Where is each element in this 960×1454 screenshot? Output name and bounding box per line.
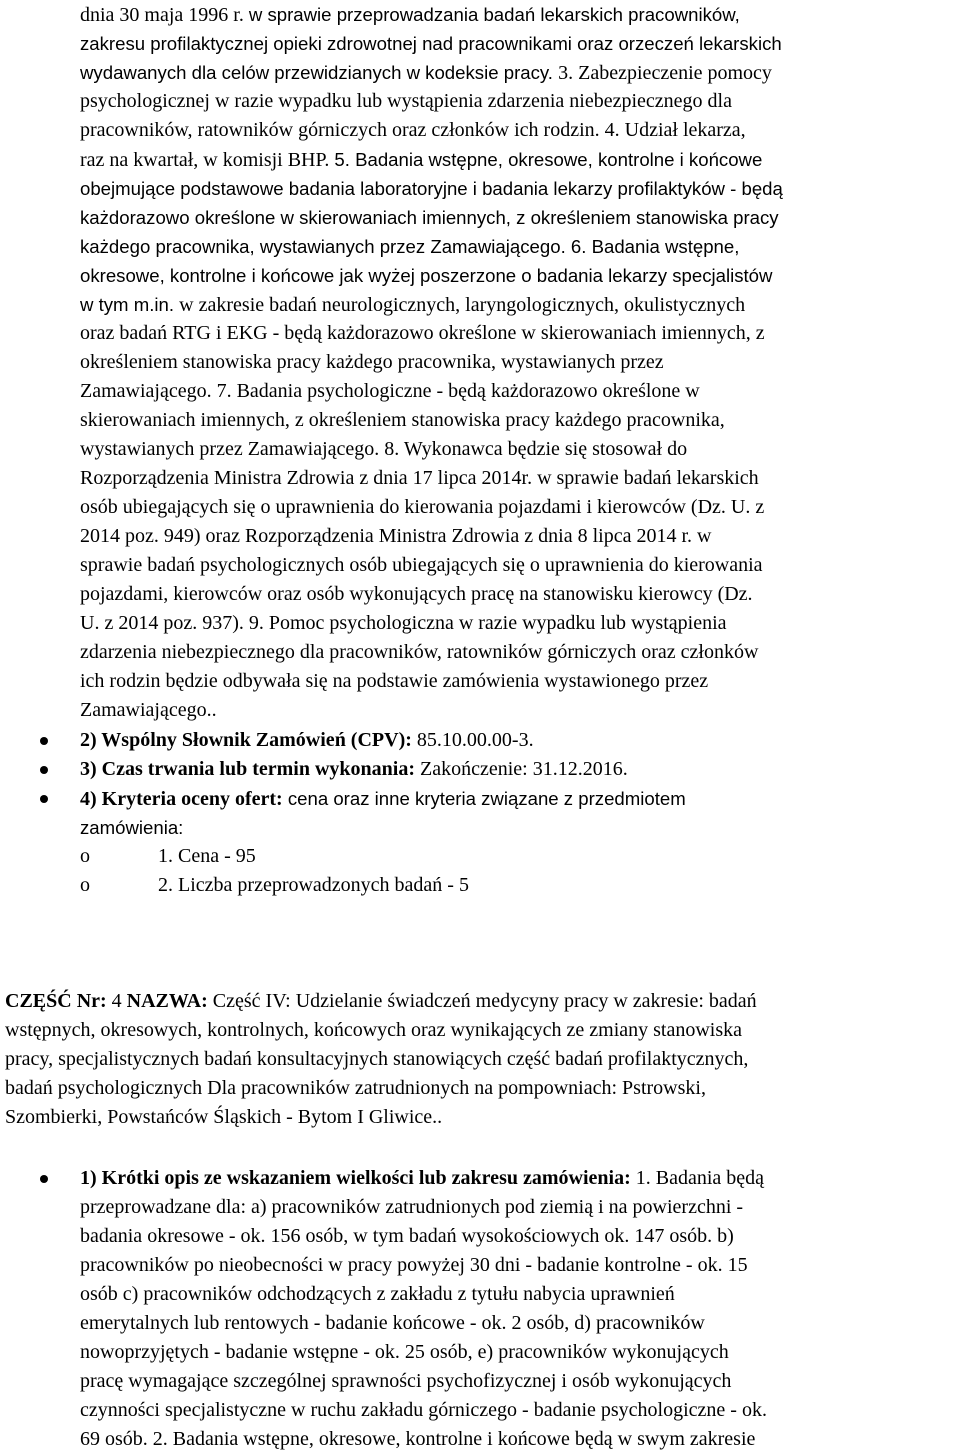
paragraph-run: w zakresie badań neurologicznych, laryngologicznych, okulistycznych [179, 294, 746, 316]
criteria-continuation: zamówienia: [80, 817, 184, 838]
paragraph-line [80, 667, 708, 696]
paragraph-line [80, 290, 745, 319]
paragraph-line [80, 377, 700, 406]
paragraph-run: obejmujące podstawowe badania laboratoryjne i badania lekarzy profilaktyków - będą [80, 178, 783, 199]
criteria-value: cena oraz inne kryteria związane z przedmiotem [282, 788, 686, 809]
duration-value: Zakończenie: 31.12.2016. [415, 758, 628, 780]
cpv-value: 85.10.00.00-3. [411, 729, 534, 751]
paragraph-run: Zamawiającego.. [80, 699, 217, 721]
paragraph-line [80, 551, 763, 580]
paragraph-run: Rozporządzenia Ministra Zdrowia z dnia 17 lipca 2014r. w sprawie badań lekarskich [80, 467, 759, 489]
paragraph-run: w sprawie przeprowadzania badań lekarskich pracowników, [248, 4, 740, 25]
short-description-line: nowoprzyjętych - badanie wstępne - ok. 25 osób, e) pracowników wykonujących [80, 1341, 729, 1363]
paragraph-line [80, 348, 664, 377]
paragraph-run: pracowników, ratowników górniczych oraz członków ich rodzin. 4. Udział lekarza, [80, 119, 746, 141]
paragraph-line [80, 522, 711, 551]
paragraph-line [80, 116, 746, 145]
short-description-line: pracowników po nieobecności w pracy powyżej 30 dni - badanie kontrolne - ok. 15 [80, 1254, 748, 1276]
part-name-line: Część IV: Udzielanie świadczeń medycyny pracy w zakresie: badań [207, 990, 757, 1012]
paragraph-run: 3. Zabezpieczenie pomocy [558, 62, 772, 84]
paragraph-line [80, 145, 762, 174]
paragraph-line [80, 609, 727, 638]
paragraph-line [80, 29, 782, 58]
bullet-icon [40, 737, 48, 745]
paragraph-line [80, 87, 732, 116]
paragraph-run: wystawianych przez Zamawiającego. 8. Wykonawca będzie się stosował do [80, 438, 688, 460]
criteria-label: 4) Kryteria oceny ofert: [80, 788, 283, 810]
paragraph-line [80, 580, 753, 609]
paragraph-run: raz na kwartał, w komisji BHP. [80, 149, 335, 171]
paragraph-line [80, 0, 740, 29]
short-description-line: 69 osób. 2. Badania wstępne, okresowe, kontrolne i końcowe będą w swym zakresie [80, 1428, 756, 1450]
paragraph-run: każdorazowo określone w skierowaniach imiennych, z określeniem stanowiska pracy [80, 207, 779, 228]
short-description-label: 1) Krótki opis ze wskazaniem wielkości lub zakresu zamówienia: [80, 1167, 631, 1189]
short-description-line: emerytalnych lub rentowych - badanie końcowe - ok. 2 osób, d) pracowników [80, 1312, 705, 1334]
paragraph-run: psychologicznej w razie wypadku lub wystąpienia zdarzenia niebezpiecznego dla [80, 90, 732, 112]
paragraph-run: skierowaniach imiennych, z określeniem stanowiska pracy każdego pracownika, [80, 409, 725, 431]
part-name-line: pracy, specjalistycznych badań konsultacyjnych stanowiących część badań profilaktycznych, [5, 1048, 749, 1070]
paragraph-line [80, 261, 772, 290]
paragraph-run: pojazdami, kierowców oraz osób wykonujących pracę na stanowisku kierowcy (Dz. [80, 583, 753, 605]
paragraph-run: w tym m.in. [80, 294, 180, 315]
paragraph-run: wydawanych dla celów przewidzianych w kodeksie pracy. [80, 62, 559, 83]
criteria-item-price: 1. Cena - 95 [158, 845, 256, 867]
circle-bullet-icon: o [80, 874, 90, 896]
paragraph-run: U. z 2014 poz. 937). 9. Pomoc psychologiczna w razie wypadku lub wystąpienia [80, 612, 727, 634]
part-label: CZĘŚĆ Nr: [5, 990, 107, 1012]
part-name-label: NAZWA: [126, 990, 208, 1012]
paragraph-run: osób ubiegających się o uprawnienia do kierowania pojazdami i kierowców (Dz. U. z [80, 496, 765, 518]
short-description-line: pracę wymagające szczególnej sprawności psychofizycznej i osób wykonujących [80, 1370, 732, 1392]
short-description-line: badania okresowe - ok. 156 osób, w tym badań wysokościowych ok. 147 osób. b) [80, 1225, 734, 1247]
paragraph-line [80, 696, 217, 725]
short-description-line: przeprowadzane dla: a) pracowników zatrudnionych pod ziemią i na powierzchni - [80, 1196, 744, 1218]
paragraph-line [80, 232, 739, 261]
part-name-line: Szombierki, Powstańców Śląskich - Bytom I Gliwice.. [5, 1106, 443, 1128]
part-name-line: badań psychologicznych Dla pracowników zatrudnionych na pompowniach: Pstrowski, [5, 1077, 706, 1099]
paragraph-run: określeniem stanowiska pracy każdego pracownika, wystawianych przez [80, 351, 664, 373]
paragraph-line [80, 319, 765, 348]
cpv-label: 2) Wspólny Słownik Zamówień (CPV): [80, 729, 412, 751]
paragraph-line [80, 464, 759, 493]
paragraph-run: Zamawiającego. 7. Badania psychologiczne - będą każdorazowo określone w [80, 380, 700, 402]
paragraph-run: zakresu profilaktycznej opieki zdrowotnej nad pracownikami oraz orzeczeń lekarskich [80, 33, 782, 54]
part-name-line: wstępnych, okresowych, kontrolnych, końcowych oraz wynikających ze zmiany stanowiska [5, 1019, 743, 1041]
part-number: 4 [106, 990, 127, 1012]
paragraph-run: zdarzenia niebezpiecznego dla pracowników, ratowników górniczych oraz członków [80, 641, 759, 663]
short-description-first: 1. Badania będą [630, 1167, 765, 1189]
circle-bullet-icon: o [80, 845, 90, 867]
paragraph-line [80, 58, 772, 87]
paragraph-run: oraz badań RTG i EKG - będą każdorazowo określone w skierowaniach imiennych, z [80, 322, 765, 344]
criteria-item-count: 2. Liczba przeprowadzonych badań - 5 [158, 874, 469, 896]
paragraph-run: sprawie badań psychologicznych osób ubiegających się o uprawnienia do kierowania [80, 554, 763, 576]
paragraph-run: 5. Badania wstępne, okresowe, kontrolne i końcowe [334, 149, 763, 170]
paragraph-line [80, 174, 783, 203]
bullet-icon [40, 1175, 48, 1183]
paragraph-line [80, 435, 687, 464]
paragraph-line [80, 638, 758, 667]
bullet-icon [40, 795, 48, 803]
bullet-icon [40, 766, 48, 774]
paragraph-line [80, 406, 725, 435]
short-description-line: czynności specjalistyczne w ruchu zakładu górniczego - badanie psychologiczne - ok. [80, 1399, 767, 1421]
paragraph-line [80, 203, 779, 232]
paragraph-line [80, 493, 764, 522]
duration-label: 3) Czas trwania lub termin wykonania: [80, 758, 416, 780]
short-description-line: osób c) pracowników odchodzących z zakładu z tytułu nabycia uprawnień [80, 1283, 675, 1305]
paragraph-run: ich rodzin będzie odbywała się na podstawie zamówienia wystawionego przez [80, 670, 709, 692]
paragraph-run: dnia 30 maja 1996 r. [80, 4, 249, 26]
paragraph-run: 2014 poz. 949) oraz Rozporządzenia Ministra Zdrowia z dnia 8 lipca 2014 r. w [80, 525, 712, 547]
paragraph-run: każdego pracownika, wystawianych przez Zamawiającego. 6. Badania wstępne, [80, 236, 740, 257]
paragraph-run: okresowe, kontrolne i końcowe jak wyżej poszerzone o badania lekarzy specjalistów [80, 265, 773, 286]
